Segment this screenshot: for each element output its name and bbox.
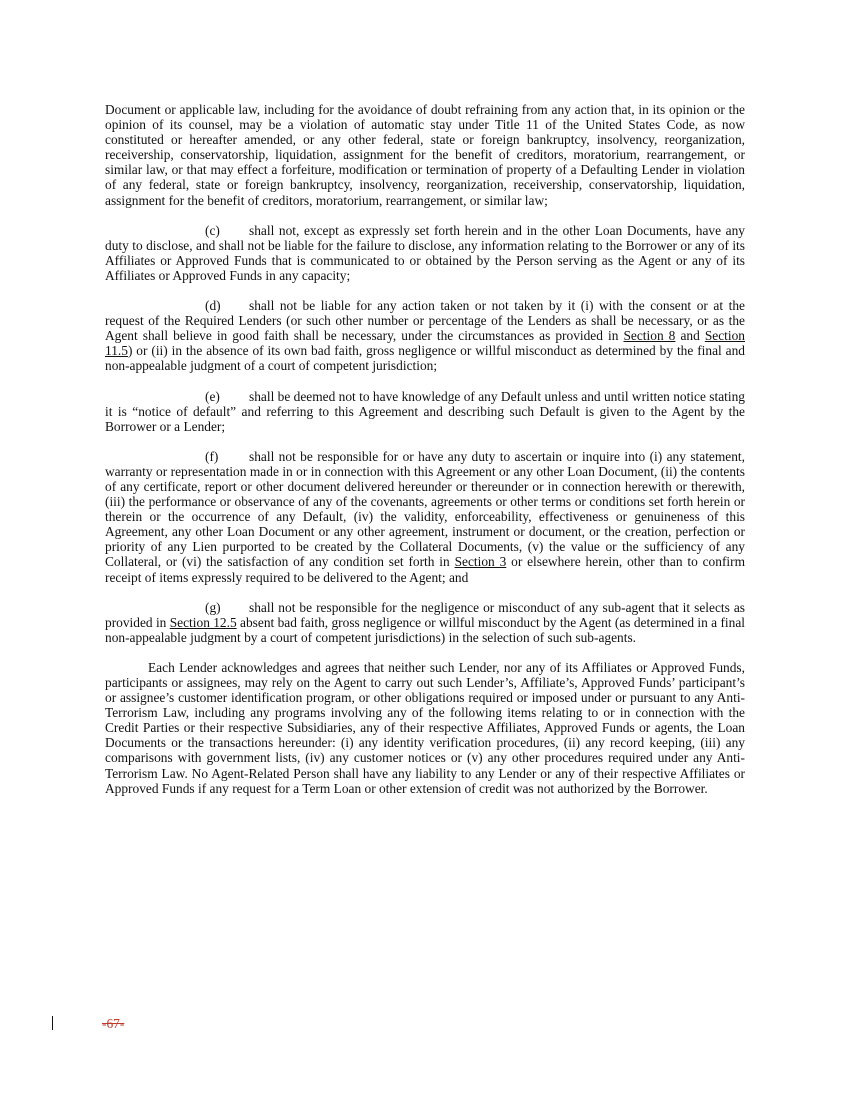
section-12-5-reference: Section 12.5 bbox=[169, 614, 237, 630]
continued-paragraph-text: Document or applicable law, including for the avoidance of doubt refraining from any action that, in its opinion or the opinion of its counsel, may be a violation of automatic stay under Title 11 of the United States Code, as now constituted or hereafter amended, or any other federal, state or foreign bankruptcy, insolvency, reorganization, receivership, conservatorship, liquidation, assignment for the benefit of creditors, moratorium, rearrangement, or similar law, or that may effect a forfeiture, modification or termination of property of a Defaulting Lender in violation of any federal, state or foreign bankruptcy, insolvency, reorganization, receivership, conservatorship, liquidation, assignment for the benefit of creditors, moratorium, rearrangement, or similar law; bbox=[105, 102, 745, 208]
lender-acknowledgement-text: Each Lender acknowledges and agrees that neither such Lender, nor any of its Affiliates or Approved Funds, participants or assignees, may rely on the Agent to carry out such Lender’s, Affiliate’s, Approved Funds’ participant’s or assignee’s customer identification program, or other obligations required or imposed under or pursuant to any Anti-Terrorism Law, including any programs involving any of the following items relating to or in connection with the Credit Parties or their respective Subsidiaries, any of their respective Affiliates, Approved Funds or agents, the Loan Documents or the transactions hereunder: (i) any identity verification procedures, (ii) any record keeping, (iii) any comparisons with government lists, (iv) any customer notices or (v) any other procedures required under any Anti-Terrorism Law. No Agent-Related Person shall have any liability to any Lender or any of their respective Affiliates or Approved Funds if any request for a Term Loan or other extension of credit was not authorized by the Borrower. bbox=[105, 659, 745, 796]
clause-d-text-c: ) or (ii) in the absence of its own bad faith, gross negligence or willful misconduct as determined by the final and non-appealable judgment of a court of competent jurisdiction; bbox=[105, 343, 745, 374]
clause-d-text-b: and bbox=[675, 328, 705, 344]
clause-f-label: (f) bbox=[205, 448, 219, 464]
lender-acknowledgement-paragraph bbox=[105, 660, 745, 796]
clause-c bbox=[105, 223, 745, 283]
page-number: -67- bbox=[102, 1016, 125, 1031]
clause-g-label: (g) bbox=[205, 599, 221, 615]
clause-e bbox=[105, 389, 745, 434]
clause-c-label: (c) bbox=[205, 222, 220, 238]
clause-e-label: (e) bbox=[205, 388, 220, 404]
clause-f-text-b: or elsewhere herein, other than to confirm receipt of items expressly required to be delivered to the Agent; and bbox=[105, 554, 745, 585]
clause-g-text-b: absent bad faith, gross negligence or willful misconduct by the Agent (as determined in a final non-appealable judgment by a court of competent jurisdictions) in the selection of such sub-agents. bbox=[105, 614, 746, 645]
continued-paragraph bbox=[105, 102, 745, 208]
clause-c-text: shall not, except as expressly set forth herein and in the other Loan Documents, have any duty to disclose, and shall not be liable for the failure to disclose, any information relating to the Borrower or any of its Affiliates or Approved Funds that is communicated to or obtained by the Person serving as the Agent or any of its Affiliates or Approved Funds in any capacity; bbox=[105, 222, 745, 283]
clause-g bbox=[105, 600, 745, 645]
document-page bbox=[105, 102, 745, 796]
section-11-5-reference: Section 11.5 bbox=[105, 328, 745, 359]
clause-d bbox=[105, 298, 745, 373]
section-8-reference: Section 8 bbox=[623, 328, 676, 344]
clause-g-text-a: shall not be responsible for the negligence or misconduct of any sub-agent that it selects as provided in bbox=[105, 599, 745, 630]
clause-e-text: shall be deemed not to have knowledge of any Default unless and until written notice stating it is “notice of default” and referring to this Agreement and describing such Default is given to the Agent by the Borrower or a Lender; bbox=[105, 388, 745, 434]
clause-d-label: (d) bbox=[205, 298, 221, 314]
clause-f-text-a: shall not be responsible for or have any duty to ascertain or inquire into (i) any statement, warranty or representation made in or in connection with this Agreement or any other Loan Document, (ii) the contents of any certificate, report or other document delivered hereunder or thereunder or in connection herewith or therewith, (iii) the performance or observance of any of the covenants, agreements or other terms or conditions set forth herein or therein or the occurrence of any Default, (iv) the validity, enforceability, effectiveness or genuineness of this Agreement, any other Loan Document or any other agreement, instrument or document, or the creation, perfection or priority of any Lien purported to be created by the Collateral Documents, (v) the value or the sufficiency of any Collateral, or (vi) the satisfaction of any condition set forth in bbox=[105, 448, 745, 570]
section-3-reference: Section 3 bbox=[454, 554, 507, 570]
clause-f bbox=[105, 449, 745, 585]
clause-d-text-a: shall not be liable for any action taken or not taken by it (i) with the consent or at the request of the Required Lenders (or such other number or percentage of the Lenders as shall be necessary, or as the Agent shall believe in good faith shall be necessary, under the circumstances as provided in bbox=[105, 298, 745, 344]
revision-change-bar bbox=[52, 1016, 53, 1030]
